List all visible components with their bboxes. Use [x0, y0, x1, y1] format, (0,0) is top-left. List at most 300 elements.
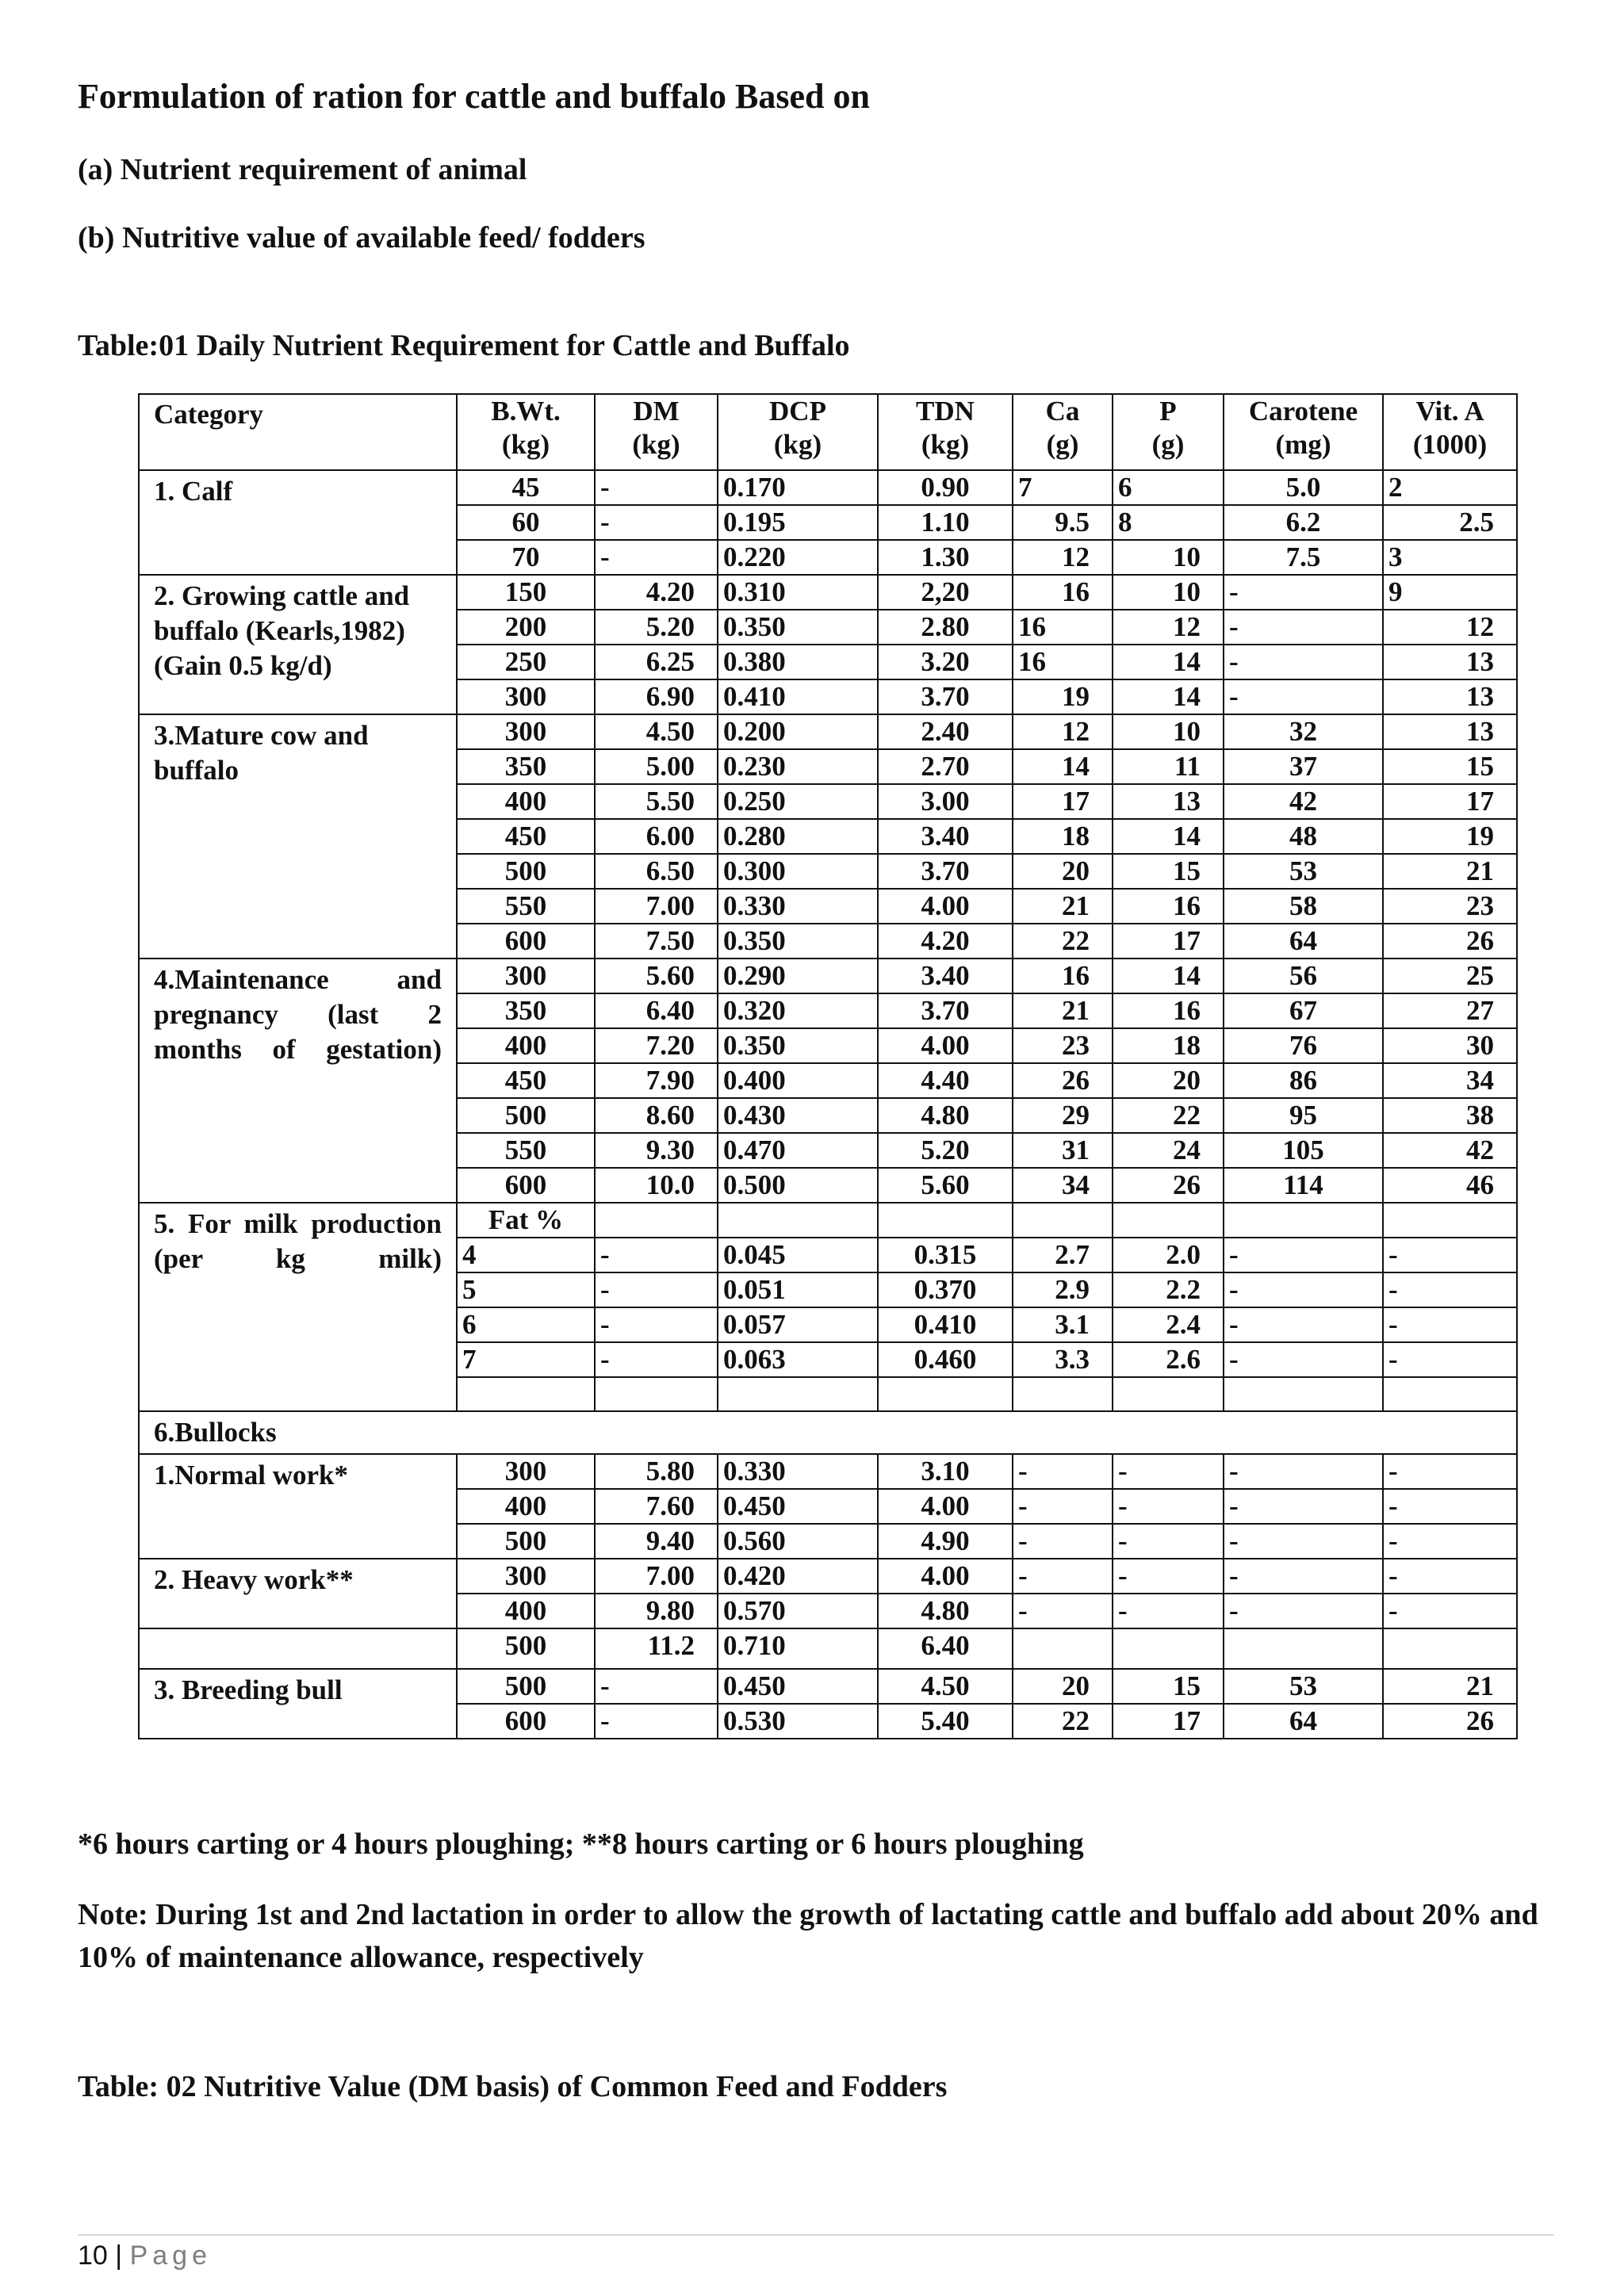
table-cell: 400	[457, 784, 595, 819]
table-cell: 6	[1113, 470, 1224, 505]
table2-caption: Table: 02 Nutritive Value (DM basis) of Common Feed and Fodders	[78, 2070, 948, 2103]
column-header-name: DM	[633, 396, 680, 427]
column-header-name: P	[1159, 396, 1177, 427]
table-cell: 26	[1383, 924, 1517, 959]
table-cell: 3	[1383, 540, 1517, 575]
table-cell: -	[1224, 1238, 1383, 1272]
table-cell: 0.380	[718, 645, 878, 679]
table-cell: 34	[1383, 1063, 1517, 1098]
table-cell: 64	[1224, 1704, 1383, 1739]
table-cell: 4.50	[595, 714, 718, 749]
table-cell: 0.170	[718, 470, 878, 505]
subheading-b: (b) Nutritive value of available feed/ fodders	[78, 221, 645, 254]
table-cell: 22	[1013, 924, 1113, 959]
table-cell: 2.2	[1113, 1272, 1224, 1307]
column-header	[1113, 394, 1224, 470]
table-cell: 16	[1013, 645, 1113, 679]
table-cell: 0.320	[718, 993, 878, 1028]
table-cell	[718, 1377, 878, 1411]
table-cell: -	[1224, 1454, 1383, 1489]
table-cell: 2.5	[1383, 505, 1517, 540]
column-header-unit: (mg)	[1275, 429, 1331, 460]
table-cell: 0.410	[878, 1307, 1013, 1342]
table-cell: 400	[457, 1028, 595, 1063]
column-header-name: DCP	[769, 396, 826, 427]
table-cell: 22	[1013, 1704, 1113, 1739]
category-label: 1.Normal work*	[139, 1454, 457, 1559]
table-cell: 18	[1013, 819, 1113, 854]
table-cell: 42	[1383, 1133, 1517, 1168]
table-cell: -	[1113, 1524, 1224, 1559]
footer-separator: |	[115, 2241, 123, 2271]
table-cell: 16	[1013, 575, 1113, 610]
table-cell: 14	[1113, 645, 1224, 679]
table-cell: -	[1113, 1489, 1224, 1524]
table-cell: 12	[1013, 540, 1113, 575]
table-cell: -	[1224, 1489, 1383, 1524]
table-cell	[1224, 1377, 1383, 1411]
table-row	[139, 575, 1517, 610]
column-header-unit: (kg)	[632, 429, 680, 460]
column-header-name: Ca	[1045, 396, 1080, 427]
table-cell: 3.20	[878, 645, 1013, 679]
table-cell: 26	[1113, 1168, 1224, 1203]
table-cell	[878, 1377, 1013, 1411]
table-cell: 16	[1113, 993, 1224, 1028]
table-cell: 6.40	[878, 1628, 1013, 1669]
table-cell	[1013, 1628, 1113, 1669]
table-cell: 13	[1383, 645, 1517, 679]
table-cell: 86	[1224, 1063, 1383, 1098]
table-cell: 2.80	[878, 610, 1013, 645]
table-cell: 6.50	[595, 854, 718, 889]
table-cell: -	[1013, 1489, 1113, 1524]
table-cell: 76	[1224, 1028, 1383, 1063]
table-cell: 0.057	[718, 1307, 878, 1342]
column-header	[1013, 394, 1113, 470]
table-cell: -	[1383, 1594, 1517, 1628]
table-row	[139, 1669, 1517, 1704]
table-cell: 22	[1113, 1098, 1224, 1133]
table-cell: 5.20	[878, 1133, 1013, 1168]
table-cell: -	[595, 470, 718, 505]
table-cell: 1.10	[878, 505, 1013, 540]
table-cell: 300	[457, 714, 595, 749]
table-cell: 10	[1113, 540, 1224, 575]
table-cell: 0.330	[718, 1454, 878, 1489]
category-label: 6.Bullocks	[139, 1411, 1517, 1454]
table-cell: 6.25	[595, 645, 718, 679]
table-cell: 0.230	[718, 749, 878, 784]
table-cell: 2.70	[878, 749, 1013, 784]
table-cell: 19	[1013, 679, 1113, 714]
table-cell: 500	[457, 1098, 595, 1133]
table-row	[139, 1203, 1517, 1238]
table-cell: 0.250	[718, 784, 878, 819]
table-cell: 6.2	[1224, 505, 1383, 540]
table-cell: 5.0	[1224, 470, 1383, 505]
table-cell: 34	[1013, 1168, 1113, 1203]
table-cell: 5.60	[878, 1168, 1013, 1203]
table-row	[139, 1454, 1517, 1489]
table-cell: 0.350	[718, 610, 878, 645]
table-cell: 0.370	[878, 1272, 1013, 1307]
table-cell: 6.00	[595, 819, 718, 854]
table-cell: 500	[457, 1628, 595, 1669]
table-cell: 0.350	[718, 924, 878, 959]
table-cell: 70	[457, 540, 595, 575]
table-cell: 5.80	[595, 1454, 718, 1489]
table-cell: 4.00	[878, 1489, 1013, 1524]
table-cell: 0.315	[878, 1238, 1013, 1272]
category-label: 3.Mature cow and buffalo	[139, 714, 457, 959]
table-cell: 2,20	[878, 575, 1013, 610]
table-cell: -	[1224, 645, 1383, 679]
table-cell: 7	[457, 1342, 595, 1377]
table-cell: 12	[1113, 610, 1224, 645]
table-row	[139, 714, 1517, 749]
table-cell: 5.20	[595, 610, 718, 645]
table-cell: 4.50	[878, 1669, 1013, 1704]
table-cell: 3.70	[878, 993, 1013, 1028]
table-cell: -	[595, 1307, 718, 1342]
table-cell: 4.80	[878, 1098, 1013, 1133]
table-cell: -	[1383, 1342, 1517, 1377]
table-cell: 9.80	[595, 1594, 718, 1628]
column-header-name: Category	[154, 399, 264, 430]
table-cell: 26	[1383, 1704, 1517, 1739]
table-cell: 3.10	[878, 1454, 1013, 1489]
table-cell: 4.80	[878, 1594, 1013, 1628]
table-cell: 300	[457, 679, 595, 714]
table-cell	[1013, 1377, 1113, 1411]
table1-footnote: *6 hours carting or 4 hours ploughing; **8 hours carting or 6 hours ploughing	[78, 1827, 1084, 1861]
table-cell: 450	[457, 1063, 595, 1098]
category-label: 2. Heavy work**	[139, 1559, 457, 1628]
column-header-unit: (g)	[1151, 429, 1185, 460]
table-cell: 27	[1383, 993, 1517, 1028]
table-cell: 5	[457, 1272, 595, 1307]
table-cell	[878, 1203, 1013, 1238]
table-group-row	[139, 1411, 1517, 1454]
table-cell: 0.430	[718, 1098, 878, 1133]
table1-caption: Table:01 Daily Nutrient Requirement for Cattle and Buffalo	[78, 329, 850, 362]
table-cell	[457, 1377, 595, 1411]
table-cell: 56	[1224, 959, 1383, 993]
table-cell: 300	[457, 1559, 595, 1594]
column-header	[1224, 394, 1383, 470]
table-cell: 600	[457, 1704, 595, 1739]
page-number: 10	[78, 2241, 108, 2271]
column-header-name: B.Wt.	[491, 396, 561, 427]
table-cell: 7.5	[1224, 540, 1383, 575]
column-header-unit: (kg)	[501, 429, 550, 460]
table-cell: 3.70	[878, 679, 1013, 714]
table-cell: 31	[1013, 1133, 1113, 1168]
column-header-unit: (kg)	[921, 429, 970, 460]
table-cell: -	[1224, 610, 1383, 645]
table-cell: 3.3	[1013, 1342, 1113, 1377]
table-cell: 3.00	[878, 784, 1013, 819]
category-label: 3. Breeding bull	[139, 1669, 457, 1739]
table-cell: 64	[1224, 924, 1383, 959]
table-cell: 4	[457, 1238, 595, 1272]
table-cell: 20	[1013, 1669, 1113, 1704]
table-cell: 9.40	[595, 1524, 718, 1559]
table-cell: -	[595, 1238, 718, 1272]
table-cell: 26	[1013, 1063, 1113, 1098]
table-cell: 14	[1013, 749, 1113, 784]
table-cell	[1113, 1203, 1224, 1238]
subheading-a: (a) Nutrient requirement of animal	[78, 153, 527, 186]
table-cell	[1224, 1203, 1383, 1238]
table-cell: -	[1383, 1489, 1517, 1524]
table-cell: 15	[1383, 749, 1517, 784]
category-label: 4.Maintenance and pregnancy (last 2 months of gestation)	[139, 959, 457, 1203]
table-cell: 400	[457, 1489, 595, 1524]
table-cell: -	[1224, 575, 1383, 610]
table-cell: 67	[1224, 993, 1383, 1028]
table-cell: 0.560	[718, 1524, 878, 1559]
table-cell: 5.50	[595, 784, 718, 819]
table-cell: 5.60	[595, 959, 718, 993]
table-cell: -	[1113, 1594, 1224, 1628]
table-cell: 6.90	[595, 679, 718, 714]
category-label: 2. Growing cattle and buffalo (Kearls,1982) (Gain 0.5 kg/d)	[139, 575, 457, 714]
table-cell: 15	[1113, 1669, 1224, 1704]
table-cell: -	[1224, 1342, 1383, 1377]
table-cell: 12	[1383, 610, 1517, 645]
table-cell	[595, 1203, 718, 1238]
table-cell: 21	[1013, 993, 1113, 1028]
table-cell: 4.20	[878, 924, 1013, 959]
table-cell: 53	[1224, 1669, 1383, 1704]
table-cell: 550	[457, 889, 595, 924]
page-label: Page	[129, 2241, 212, 2271]
table-cell: 0.220	[718, 540, 878, 575]
table-cell: 2.0	[1113, 1238, 1224, 1272]
table-cell: 7.00	[595, 889, 718, 924]
category-label	[139, 1628, 457, 1669]
table-cell: 0.90	[878, 470, 1013, 505]
table-cell: 9	[1383, 575, 1517, 610]
table-cell: 14	[1113, 819, 1224, 854]
table-cell: -	[595, 540, 718, 575]
table-cell	[1113, 1377, 1224, 1411]
table-cell: 4.90	[878, 1524, 1013, 1559]
table-cell: -	[1013, 1594, 1113, 1628]
table-cell: 16	[1013, 959, 1113, 993]
table-cell: 24	[1113, 1133, 1224, 1168]
table-cell: 2.4	[1113, 1307, 1224, 1342]
table-cell: -	[1383, 1454, 1517, 1489]
table-cell: 400	[457, 1594, 595, 1628]
table-cell: 600	[457, 924, 595, 959]
table-cell: 7.50	[595, 924, 718, 959]
table-cell: Fat %	[457, 1203, 595, 1238]
table-cell: 17	[1113, 1704, 1224, 1739]
table-cell: 3.40	[878, 819, 1013, 854]
table-cell: 0.051	[718, 1272, 878, 1307]
table-cell: -	[1383, 1524, 1517, 1559]
table-row	[139, 959, 1517, 993]
table-cell: 45	[457, 470, 595, 505]
table-cell: 7.60	[595, 1489, 718, 1524]
table-cell: 48	[1224, 819, 1383, 854]
table-cell: 19	[1383, 819, 1517, 854]
table-cell: 105	[1224, 1133, 1383, 1168]
table-cell: 13	[1113, 784, 1224, 819]
table-cell: -	[1224, 1307, 1383, 1342]
table-cell: 9.30	[595, 1133, 718, 1168]
table-cell: 14	[1113, 959, 1224, 993]
table-cell: 0.460	[878, 1342, 1013, 1377]
table-cell: 4.00	[878, 889, 1013, 924]
table-cell: -	[1224, 1524, 1383, 1559]
table-cell: 46	[1383, 1168, 1517, 1203]
table-cell: -	[1383, 1559, 1517, 1594]
table-cell: 21	[1383, 1669, 1517, 1704]
table-cell: 0.330	[718, 889, 878, 924]
table-cell: 25	[1383, 959, 1517, 993]
footer-rule	[78, 2234, 1554, 2236]
table-cell: -	[1013, 1454, 1113, 1489]
table-cell: 2.40	[878, 714, 1013, 749]
table-cell: 10	[1113, 714, 1224, 749]
table-cell: 10	[1113, 575, 1224, 610]
table-cell: 550	[457, 1133, 595, 1168]
table-cell: 17	[1113, 924, 1224, 959]
table-cell: -	[1013, 1559, 1113, 1594]
table-cell: 150	[457, 575, 595, 610]
column-header	[718, 394, 878, 470]
table-row	[139, 1559, 1517, 1594]
table-cell: 350	[457, 993, 595, 1028]
table-cell: 300	[457, 959, 595, 993]
table-cell: 2.7	[1013, 1238, 1113, 1272]
table-cell: 11.2	[595, 1628, 718, 1669]
table-cell: 0.470	[718, 1133, 878, 1168]
table-cell: 20	[1013, 854, 1113, 889]
table-row	[139, 470, 1517, 505]
column-header-name: TDN	[916, 396, 975, 427]
table-cell: 4.00	[878, 1559, 1013, 1594]
table-cell: 8	[1113, 505, 1224, 540]
table-cell: 0.410	[718, 679, 878, 714]
table-cell: 5.00	[595, 749, 718, 784]
table-cell: 3.1	[1013, 1307, 1113, 1342]
table-cell: 4.00	[878, 1028, 1013, 1063]
table-cell	[1383, 1203, 1517, 1238]
column-header-unit: (1000)	[1412, 429, 1488, 460]
category-label: 1. Calf	[139, 470, 457, 575]
table-cell: 21	[1383, 854, 1517, 889]
table-cell: -	[1383, 1272, 1517, 1307]
table-cell: -	[1113, 1454, 1224, 1489]
table-cell: 23	[1013, 1028, 1113, 1063]
table-cell: 15	[1113, 854, 1224, 889]
table-cell: 95	[1224, 1098, 1383, 1133]
table-cell: 0.710	[718, 1628, 878, 1669]
table-cell: 13	[1383, 714, 1517, 749]
table-header-row	[139, 394, 1517, 470]
table-cell: 0.350	[718, 1028, 878, 1063]
table-cell: 53	[1224, 854, 1383, 889]
table-cell: 200	[457, 610, 595, 645]
column-header-unit: (kg)	[773, 429, 822, 460]
table-cell: 0.420	[718, 1559, 878, 1594]
table-cell: 20	[1113, 1063, 1224, 1098]
table-cell: 17	[1383, 784, 1517, 819]
table-cell	[1224, 1628, 1383, 1669]
table-cell: 4.20	[595, 575, 718, 610]
table-cell: -	[595, 505, 718, 540]
table-cell	[1013, 1203, 1113, 1238]
table-cell: 500	[457, 854, 595, 889]
table-cell: 21	[1013, 889, 1113, 924]
table-cell: 0.290	[718, 959, 878, 993]
table-cell: 17	[1013, 784, 1113, 819]
table-cell: -	[595, 1342, 718, 1377]
table-cell: 300	[457, 1454, 595, 1489]
table-cell: 0.300	[718, 854, 878, 889]
table-cell: 600	[457, 1168, 595, 1203]
table-cell	[595, 1377, 718, 1411]
column-header-name: Carotene	[1248, 396, 1358, 427]
table-cell: 7.90	[595, 1063, 718, 1098]
table-cell: 0.200	[718, 714, 878, 749]
table-cell: 0.045	[718, 1238, 878, 1272]
table-cell: 0.310	[718, 575, 878, 610]
table-cell: 12	[1013, 714, 1113, 749]
table-cell: 0.195	[718, 505, 878, 540]
table-cell	[718, 1203, 878, 1238]
category-label: 5. For milk production (per kg milk)	[139, 1203, 457, 1411]
table-cell: 30	[1383, 1028, 1517, 1063]
page-footer	[78, 2241, 212, 2271]
table-cell	[1113, 1628, 1224, 1669]
table-cell: -	[1113, 1559, 1224, 1594]
table-cell	[1383, 1377, 1517, 1411]
table-cell: 3.70	[878, 854, 1013, 889]
table-cell: 18	[1113, 1028, 1224, 1063]
table-cell: 7.00	[595, 1559, 718, 1594]
table-cell: 5.40	[878, 1704, 1013, 1739]
column-header	[878, 394, 1013, 470]
table-cell: -	[1383, 1307, 1517, 1342]
lactation-note: Note: During 1st and 2nd lactation in order to allow the growth of lactating cattle and buffalo add about 20% and 10% of maintenance allowance, respectively	[78, 1898, 1538, 1974]
table-cell: 16	[1113, 889, 1224, 924]
table-cell: 7.20	[595, 1028, 718, 1063]
table-cell: 0.450	[718, 1489, 878, 1524]
table-cell: 6	[457, 1307, 595, 1342]
table-cell: 2	[1383, 470, 1517, 505]
table-cell: 0.450	[718, 1669, 878, 1704]
table-cell: -	[595, 1272, 718, 1307]
table-cell: 38	[1383, 1098, 1517, 1133]
table-cell: 32	[1224, 714, 1383, 749]
table-cell: 350	[457, 749, 595, 784]
table-cell: 13	[1383, 679, 1517, 714]
table-cell: 2.9	[1013, 1272, 1113, 1307]
column-header-unit: (g)	[1046, 429, 1079, 460]
table-cell: -	[1224, 1272, 1383, 1307]
table-cell: -	[595, 1669, 718, 1704]
table-cell: 0.280	[718, 819, 878, 854]
table-cell: 3.40	[878, 959, 1013, 993]
column-header	[595, 394, 718, 470]
table-cell	[1383, 1628, 1517, 1669]
